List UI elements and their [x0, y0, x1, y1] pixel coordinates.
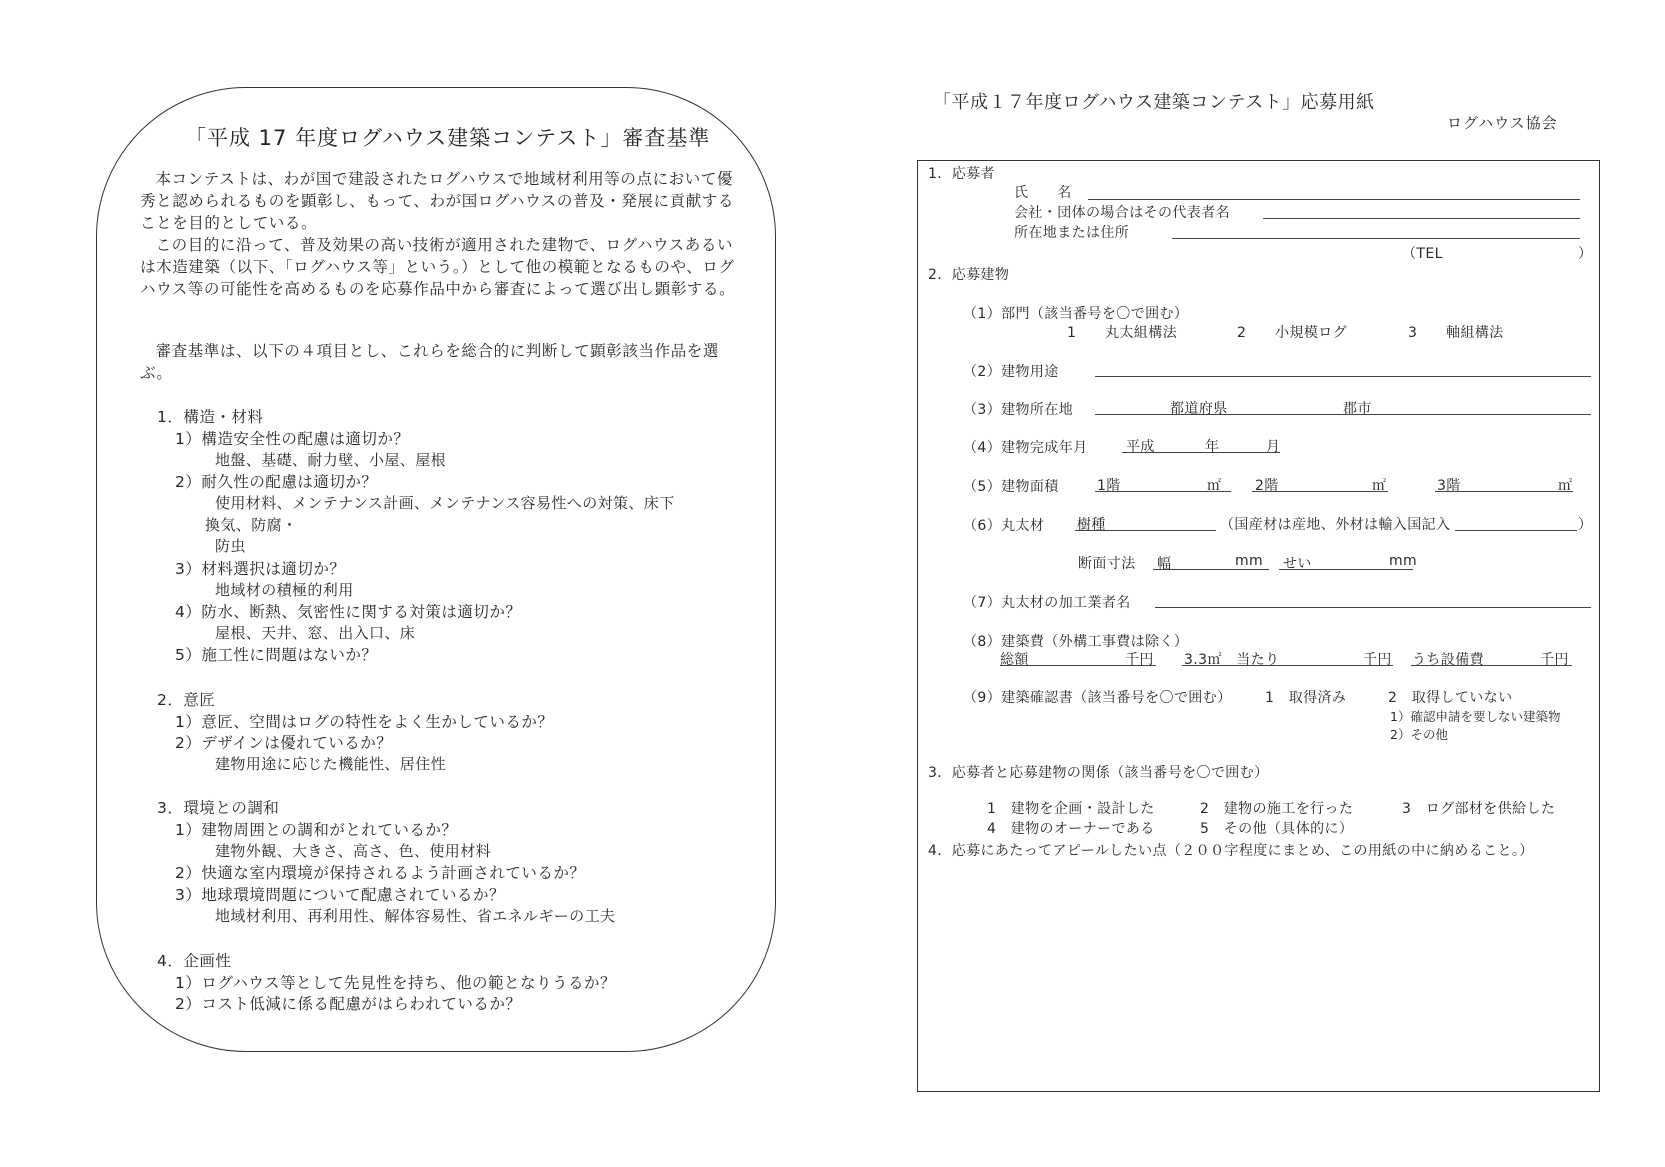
name-field[interactable]: [1088, 199, 1580, 200]
origin-label: （国産材は産地、外材は輸入国記入: [1220, 517, 1451, 533]
cost-label: （8）建築費（外構工事費は除く）: [963, 634, 1189, 650]
county-label: 郡市: [1343, 401, 1372, 417]
permit-label: （9）建築確認書（該当番号を〇で囲む）: [963, 690, 1232, 706]
criteria-heading-planning: 4．企画性: [157, 952, 232, 970]
criteria-question: 2）コスト低減に係る配慮がはらわれているか？: [175, 995, 522, 1013]
relationship-option[interactable]: 3 ログ部材を供給した: [1402, 801, 1556, 817]
criteria-intro-3: 審査基準は、以下の４項目とし、これらを総合的に判断して顕彰該当作品を選ぶ。: [140, 342, 720, 382]
criteria-detail: 地域材の積極的利用: [215, 581, 354, 599]
name-label: 氏 名: [1014, 185, 1072, 201]
criteria-detail: 地盤、基礎、耐力壁、小屋、屋根: [215, 451, 447, 469]
representative-field[interactable]: [1263, 218, 1580, 219]
permit-option-obtained[interactable]: 1 取得済み: [1265, 690, 1347, 706]
year-label: 年: [1205, 439, 1220, 455]
per-tsubo-label: 3.3㎡ 当たり: [1184, 652, 1280, 668]
criteria-question: 2）耐久性の配慮は適切か？: [175, 473, 378, 491]
permit-sub-other[interactable]: 2）その他: [1390, 727, 1448, 742]
species-label: 樹種: [1077, 517, 1106, 533]
criteria-question: 3）地球環境問題について配慮されているか？: [175, 886, 506, 904]
area-unit: ㎡: [1207, 478, 1222, 494]
height-label: せい: [1283, 556, 1312, 572]
criteria-detail: 換気、防腐・: [205, 516, 298, 534]
criteria-question: 1）意匠、空間はログの特性をよく生かしているか？: [175, 713, 554, 731]
thousand-yen-unit: 千円: [1363, 652, 1392, 668]
origin-field[interactable]: [1455, 530, 1577, 531]
era-label: 平成: [1126, 439, 1155, 455]
area-unit: ㎡: [1558, 478, 1573, 494]
completion-label: （4）建物完成年月: [963, 440, 1088, 456]
criteria-heading-environment: 3．環境との調和: [157, 799, 280, 817]
criteria-title: 「平成 17 年度ログハウス建築コンテスト」審査基準: [185, 126, 711, 150]
criteria-question: 2）快適な室内環境が保持されるよう計画されているか？: [175, 864, 586, 882]
equipment-cost-label: うち設備費: [1412, 652, 1484, 668]
criteria-intro-2: この目的に沿って、普及効果の高い技術が適用された建物で、ログハウスあるいは木造建築（以下、「ログハウス等」という。）として他の模範となるものや、ログハウス等の可能性を高めるものを応募作品中から審査によって選び出し顕彰する。: [140, 236, 736, 298]
appeal-heading: 4．応募にあたってアピールしたい点（２００字程度にまとめ、この用紙の中に納めること。）: [928, 843, 1534, 859]
address-field[interactable]: [1172, 238, 1580, 239]
month-label: 月: [1266, 439, 1281, 455]
relationship-option[interactable]: 4 建物のオーナーである: [987, 821, 1155, 837]
criteria-question: 1）構造安全性の配慮は適切か？: [175, 430, 410, 448]
category-option[interactable]: 2 小規模ログ: [1237, 325, 1348, 341]
category-label: （1）部門（該当番号を〇で囲む）: [963, 306, 1189, 322]
criteria-heading-design: 2．意匠: [157, 691, 216, 709]
processor-field[interactable]: [1155, 607, 1591, 608]
category-option[interactable]: 3 軸組構法: [1408, 325, 1504, 341]
criteria-question: 5）施工性に問題はないか？: [175, 646, 378, 664]
relationship-option[interactable]: 2 建物の施工を行った: [1200, 801, 1354, 817]
criteria-detail: 建物外観、大きさ、高さ、色、使用材料: [215, 842, 492, 860]
mm-unit: mm: [1389, 553, 1418, 569]
applicant-heading: 1．応募者: [928, 166, 995, 182]
width-label: 幅: [1157, 556, 1172, 572]
criteria-detail: 防虫: [215, 537, 246, 555]
use-label: （2）建物用途: [963, 364, 1059, 380]
log-label: （6）丸太材: [963, 518, 1045, 534]
criteria-question: 3）材料選択は適切か？: [175, 560, 346, 578]
form-title: 「平成１７年度ログハウス建築コンテスト」応募用紙: [933, 92, 1375, 113]
permit-option-not-obtained[interactable]: 2 取得していない: [1388, 690, 1513, 706]
section-size-label: 断面寸法: [1078, 556, 1136, 572]
thousand-yen-unit: 千円: [1125, 652, 1154, 668]
criteria-intro-1: 本コンテストは、わが国で建設されたログハウスで地域材利用等の点において優秀と認められるものを顕彰し、もって、わが国ログハウスの普及・発展に貢献することを目的としている。: [140, 170, 734, 232]
building-heading: 2．応募建物: [928, 267, 1010, 283]
area-unit: ㎡: [1372, 478, 1387, 494]
prefecture-label: 都道府県: [1170, 401, 1228, 417]
area-label: （5）建物面積: [963, 479, 1059, 495]
criteria-heading-structure: 1．構造・材料: [157, 408, 264, 426]
permit-sub-not-required[interactable]: 1）確認申請を要しない建築物: [1390, 709, 1561, 724]
mm-unit: mm: [1235, 553, 1264, 569]
representative-label: 会社・団体の場合はその代表者名: [1014, 205, 1230, 221]
use-field[interactable]: [1095, 376, 1591, 377]
tel-label: （TEL: [1402, 246, 1443, 262]
criteria-detail: 屋根、天井、窓、出入口、床: [215, 624, 416, 642]
criteria-detail: 使用材料、メンテナンス計画、メンテナンス容易性への対策、床下: [215, 494, 675, 512]
location-label: （3）建物所在地: [963, 402, 1074, 418]
floor-2-label: 2階: [1255, 478, 1279, 494]
address-label: 所在地または住所: [1014, 225, 1130, 241]
total-label: 総額: [1000, 652, 1029, 668]
thousand-yen-unit: 千円: [1540, 652, 1569, 668]
criteria-question: 2）デザインは優れているか？: [175, 734, 393, 752]
floor-3-label: 3階: [1437, 478, 1461, 494]
processor-label: （7）丸太材の加工業者名: [963, 595, 1131, 611]
tel-close: ）: [1578, 246, 1593, 262]
category-option[interactable]: 1 丸太組構法: [1067, 325, 1178, 341]
appeal-text-area[interactable]: [930, 868, 1590, 1083]
relationship-heading: 3．応募者と応募建物の関係（該当番号を〇で囲む）: [928, 765, 1269, 781]
origin-close: ）: [1578, 517, 1593, 533]
criteria-detail: 地域材利用、再利用性、解体容易性、省エネルギーの工夫: [215, 907, 616, 925]
criteria-detail: 建物用途に応じた機能性、居住性: [215, 755, 447, 773]
criteria-question: 4）防水、断熱、気密性に関する対策は適切か？: [175, 603, 522, 621]
relationship-option[interactable]: 5 その他（具体的に）: [1200, 821, 1354, 837]
criteria-question: 1）ログハウス等として先見性を持ち、他の範となりうるか？: [175, 974, 616, 992]
criteria-question: 1）建物周囲との調和がとれているか？: [175, 821, 458, 839]
floor-1-label: 1階: [1097, 478, 1121, 494]
relationship-option[interactable]: 1 建物を企画・設計した: [987, 801, 1155, 817]
species-field[interactable]: [1075, 530, 1216, 531]
form-organization: ログハウス協会: [1447, 114, 1558, 132]
